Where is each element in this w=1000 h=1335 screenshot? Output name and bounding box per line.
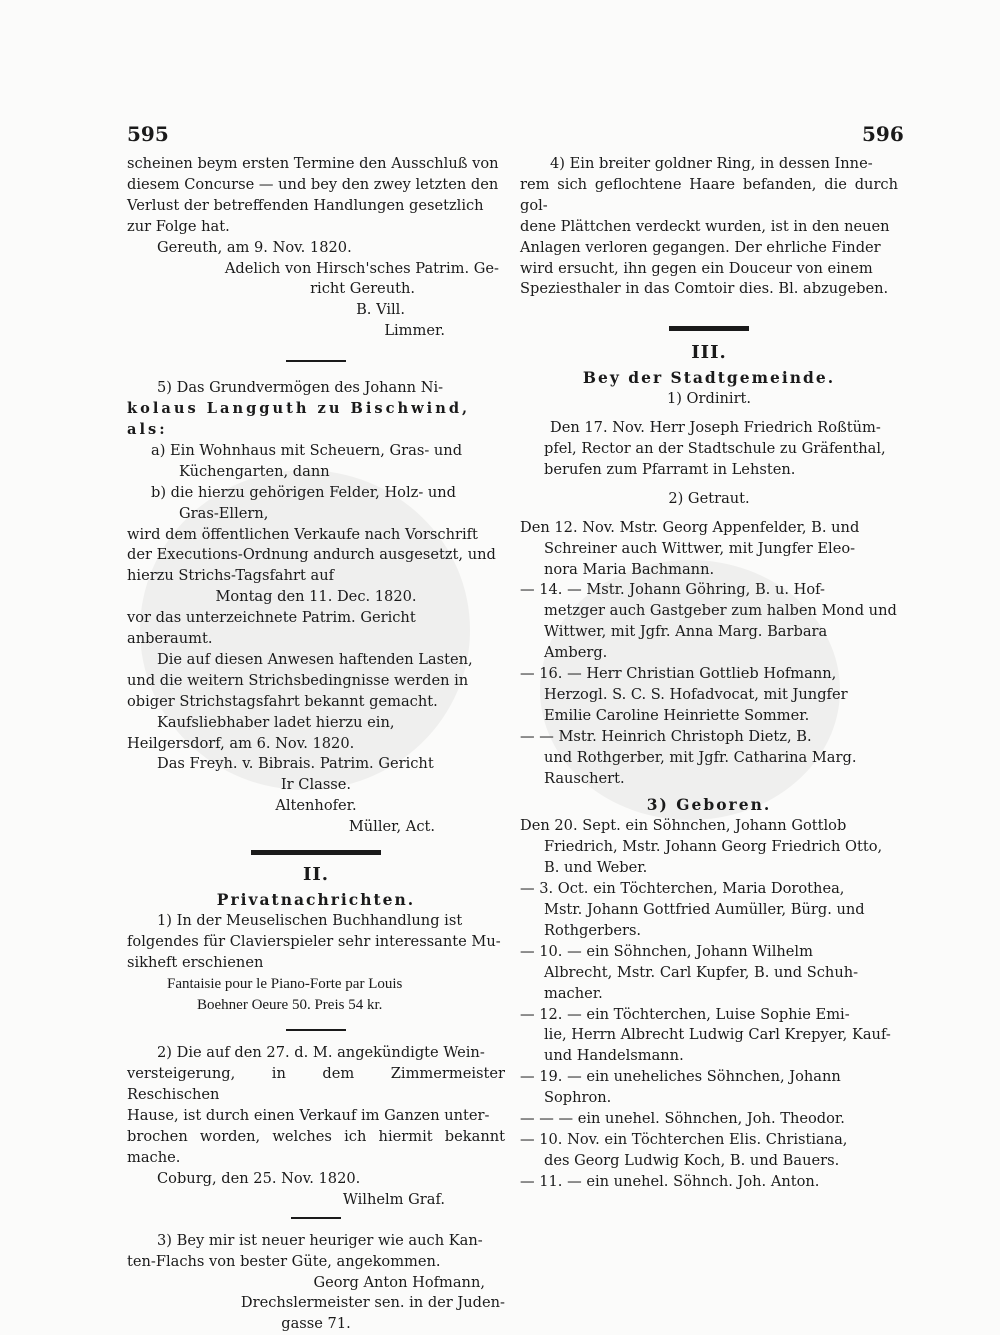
list-item: a) Ein Wohnhaus mit Scheuern, Gras- und [151, 441, 463, 459]
section-rule [251, 850, 381, 855]
text-line: und Handelsmann. [544, 1047, 684, 1065]
text-line: — 3. Oct. ein Töchterchen, Maria Dorothea, [520, 880, 845, 898]
date-line: Montag den 11. Dec. 1820. [215, 588, 417, 606]
text-line: 3) Bey mir ist neuer heuriger wie auch Kan- [157, 1231, 483, 1249]
signature-court: Adelich von Hirsch'sches Patrim. Ge- [224, 259, 499, 277]
text-line: — — — ein unehel. Söhnchen, Joh. Theodor. [520, 1110, 845, 1128]
text-line: Wittwer, mit Jgfr. Anna Marg. Barbara [544, 623, 828, 641]
section-heading: III. [691, 342, 727, 364]
text-line: — 11. — ein unehel. Söhnch. Joh. Anton. [520, 1172, 820, 1190]
text-line: macher. [544, 984, 603, 1002]
subsection-title: 2) Getraut. [668, 489, 750, 507]
text-line: vor das unterzeichnete Patrim. Gericht anberaumt. [127, 609, 416, 648]
text-line: Anlagen verloren gegangen. Der ehrliche Finder [520, 238, 881, 256]
text-line: 5) Das Grundvermögen des Johann Ni- [157, 379, 444, 397]
text-line: Mstr. Johann Gottfried Aumüller, Bürg. und [544, 901, 865, 918]
text-line: Sophron. [544, 1089, 612, 1107]
text-line: versteigerung, in dem Zimmermeister Reschischen [127, 1065, 505, 1104]
text-line: folgendes für Clavierspieler sehr interessante Mu- [127, 932, 501, 950]
page-number-right: 596 [862, 122, 904, 146]
dateline: Gereuth, am 9. Nov. 1820. [157, 238, 352, 256]
right-column [520, 154, 898, 1193]
dateline: Heilgersdorf, am 6. Nov. 1820. [127, 734, 355, 752]
text-line: Friedrich, Mstr. Johann Georg Friedrich Otto, [544, 838, 883, 856]
text-line: 2) Die auf den 27. d. M. angekündigte Wein- [157, 1044, 485, 1062]
text-line: 1) In der Meuselischen Buchhandlung ist [157, 911, 463, 929]
section-title: Bey der Stadtgemeinde. [582, 368, 836, 388]
text-line: Emilie Caroline Heinriette Sommer. [544, 706, 810, 724]
text-line: und Rothgerber, mit Jgfr. Catharina Marg. [544, 748, 857, 766]
text-line: Albrecht, Mstr. Carl Kupfer, B. und Schuh- [544, 963, 859, 981]
signature-name: Wilhelm Graf. [342, 1190, 445, 1208]
text-line: Amberg. [544, 644, 608, 662]
subsection-title: 1) Ordinirt. [666, 390, 752, 408]
page-number-left: 595 [127, 122, 169, 146]
left-column [127, 154, 505, 1335]
text-line: Rauschert. [544, 769, 625, 787]
title-line: Boehner Oeure 50. Preis 54 kr. [197, 996, 383, 1013]
text-line: des Georg Ludwig Koch, B. und Bauers. [544, 1151, 840, 1169]
text-line: Speziesthaler in das Comtoir dies. Bl. abzugeben. [520, 280, 889, 298]
text-line: lie, Herrn Albrecht Ludwig Carl Krepyer, Kauf- [544, 1026, 891, 1044]
signature-name: Georg Anton Hofmann, [313, 1273, 485, 1291]
text-line: metzger auch Gastgeber zum halben Mond und [544, 602, 897, 620]
text-line: Verlust der betreffenden Handlungen gesetzlich [127, 196, 484, 214]
text-line: Kaufsliebhaber ladet hierzu ein, [157, 713, 395, 731]
dateline: Coburg, den 25. Nov. 1820. [157, 1169, 361, 1187]
text-line: Den 20. Sept. ein Söhnchen, Johann Gottlob [520, 817, 847, 835]
title-line: Fantaisie pour le Piano-Forte par Louis [167, 975, 403, 992]
text-line: ten-Flachs von bester Güte, angekommen. [127, 1252, 441, 1270]
text-line: Den 17. Nov. Herr Joseph Friedrich Roßtüm- [550, 419, 881, 437]
text-line: pfel, Rector an der Stadtschule zu Gräfenthal, [544, 439, 886, 457]
text-line: zur Folge hat. [127, 217, 230, 235]
text-line: Rothgerbers. [544, 921, 642, 939]
text-line: B. und Weber. [544, 859, 648, 877]
list-item: Küchengarten, dann [179, 462, 330, 480]
text-line: — 12. — ein Töchterchen, Luise Sophie Emi- [520, 1005, 850, 1023]
text-line: berufen zum Pfarramt in Lehsten. [544, 460, 796, 478]
text-line: Schreiner auch Wittwer, mit Jungfer Eleo- [544, 539, 856, 557]
text-line: dene Plättchen verdeckt wurden, ist in den neuen [520, 217, 890, 235]
text-line: wird dem öffentlichen Verkaufe nach Vorschrift [127, 525, 478, 543]
signature-name: Altenhofer. [275, 797, 357, 815]
signature-court: richt Gereuth. [310, 280, 415, 298]
signature-court: Das Freyh. v. Bibrais. Patrim. Gericht [157, 755, 434, 773]
text-line: Den 12. Nov. Mstr. Georg Appenfelder, B. und [520, 518, 860, 536]
divider-rule [286, 360, 346, 362]
signature-name: gasse 71. [281, 1315, 351, 1333]
section-title: Privatnachrichten. [216, 890, 416, 909]
text-line: — 14. — Mstr. Johann Göhring, B. u. Hof- [520, 581, 825, 599]
text-line: — 10. Nov. ein Töchterchen Elis. Christiana, [520, 1130, 848, 1148]
section-rule [669, 326, 749, 331]
divider-rule [291, 1217, 341, 1219]
text-line: und die weitern Strichsbedingnisse werden in [127, 671, 469, 689]
text-line: sikheft erschienen [127, 953, 264, 971]
text-line: Hause, ist durch einen Verkauf im Ganzen unter- [127, 1107, 490, 1125]
text-line: nora Maria Bachmann. [544, 560, 715, 578]
signature-name: Müller, Act. [348, 818, 435, 836]
text-line: — 16. — Herr Christian Gottlieb Hofmann, [520, 665, 837, 683]
text-line: scheinen beym ersten Termine den Ausschluß von [127, 155, 499, 172]
signature-name: Limmer. [384, 322, 445, 340]
text-line: rem sich geflochtene Haare befanden, die durch gol- [520, 175, 898, 214]
text-line: — 10. — ein Söhnchen, Johann Wilhelm [520, 942, 813, 960]
list-item: b) die hierzu gehörigen Felder, Holz- und [151, 483, 457, 501]
text-line: wird ersucht, ihn gegen ein Douceur von einem [520, 259, 873, 277]
text-line: 4) Ein breiter goldner Ring, in dessen Inne- [550, 155, 873, 172]
list-item: Gras-Ellern, [179, 504, 269, 522]
text-line: Die auf diesen Anwesen haftenden Lasten, [157, 650, 473, 668]
divider-rule [286, 1029, 346, 1031]
text-line: brochen worden, welches ich hiermit bekannt mache. [127, 1128, 505, 1166]
text-line: — 19. — ein uneheliches Söhnchen, Johann [520, 1068, 841, 1086]
text-line: kolaus Langguth zu Bischwind, als: [127, 400, 471, 438]
section-heading: II. [302, 864, 330, 886]
text-line: Herzogl. S. C. S. Hofadvocat, mit Jungfer [544, 685, 848, 703]
signature-name: B. Vill. [356, 301, 405, 319]
text-line: obiger Strichstagsfahrt bekannt gemacht. [127, 692, 438, 710]
text-line: der Executions-Ordnung andurch ausgesetzt, und [127, 546, 496, 564]
text-line: — — Mstr. Heinrich Christoph Dietz, B. [520, 727, 812, 745]
text-line: diesem Concurse — und bey den zwey letzten den [127, 175, 499, 193]
text-line: hierzu Strichs-Tagsfahrt auf [127, 567, 334, 585]
subsection-title: 3) Geboren. [646, 795, 772, 815]
signature-court: Ir Classe. [280, 776, 352, 794]
signature-name: Drechslermeister sen. in der Juden- [240, 1294, 505, 1312]
